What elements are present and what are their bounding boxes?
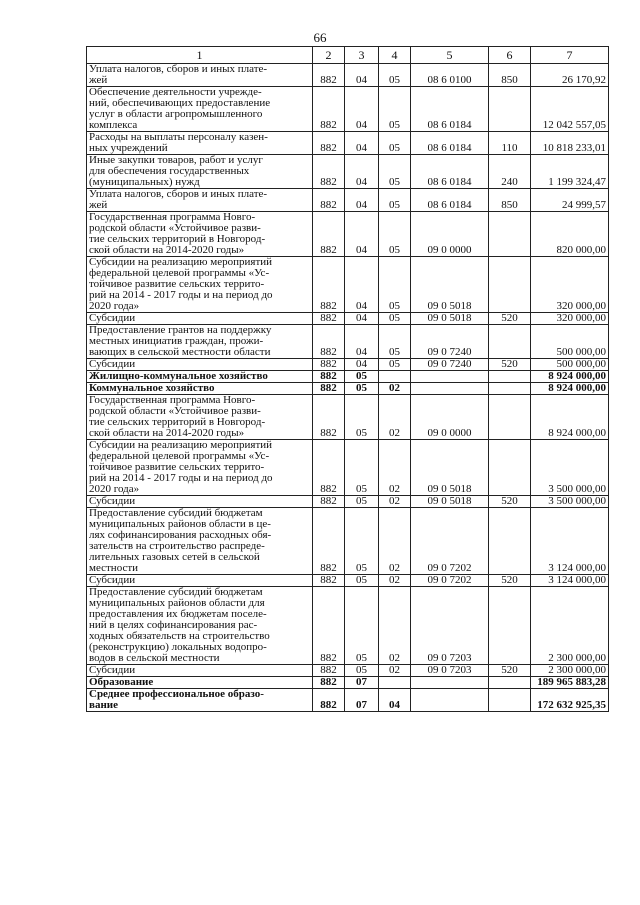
section-code: 04 [345,313,379,325]
amount: 3 500 000,00 [531,440,609,496]
target-article-code: 08 6 0184 [411,189,489,212]
table-row [87,132,609,155]
target-article-code: 09 0 7203 [411,587,489,665]
admin-code: 882 [313,212,345,257]
row-description: Коммунальное хозяйство [87,383,313,395]
subsection-code: 05 [379,313,411,325]
row-description: Субсидии [87,496,313,508]
admin-code: 882 [313,257,345,313]
subsection-code: 05 [379,132,411,155]
admin-code: 882 [313,440,345,496]
subsection-code [379,371,411,383]
expense-type-code [489,440,531,496]
table-row [87,587,609,665]
table-body [87,64,609,712]
admin-code: 882 [313,587,345,665]
amount: 8 924 000,00 [531,371,609,383]
row-description: Субсидии [87,359,313,371]
table-row [87,677,609,689]
amount: 1 199 324,47 [531,155,609,189]
row-description: Субсидии [87,575,313,587]
subsection-code: 04 [379,689,411,712]
section-code: 04 [345,155,379,189]
expense-type-code [489,395,531,440]
section-code: 05 [345,496,379,508]
page-number: 66 [313,30,327,45]
section-code: 05 [345,371,379,383]
table-row [87,508,609,575]
admin-code: 882 [313,189,345,212]
admin-code: 882 [313,87,345,132]
admin-code: 882 [313,665,345,677]
row-description: Субсидии [87,313,313,325]
amount: 172 632 925,35 [531,689,609,712]
admin-code: 882 [313,313,345,325]
subsection-code: 05 [379,325,411,359]
expense-type-code: 850 [489,189,531,212]
table-row [87,575,609,587]
target-article-code: 08 6 0100 [411,64,489,87]
column-header: 5 [411,47,489,64]
admin-code: 882 [313,575,345,587]
row-description: Образование [87,677,313,689]
column-header: 2 [313,47,345,64]
section-code: 04 [345,189,379,212]
admin-code: 882 [313,325,345,359]
subsection-code: 05 [379,64,411,87]
section-code: 05 [345,395,379,440]
section-code: 04 [345,132,379,155]
amount: 500 000,00 [531,325,609,359]
admin-code: 882 [313,371,345,383]
table-row [87,257,609,313]
expense-type-code [489,677,531,689]
row-description: Расходы на выплаты персоналу казен- ных учреждений [87,132,313,155]
expense-type-code [489,371,531,383]
table-row [87,440,609,496]
admin-code: 882 [313,689,345,712]
table-row [87,359,609,371]
column-header: 3 [345,47,379,64]
row-description: Обеспечение деятельности учрежде- ний, обеспечивающих предоставление услуг в области агропромышленного комплекса [87,87,313,132]
section-code: 07 [345,677,379,689]
section-code: 04 [345,212,379,257]
amount: 3 500 000,00 [531,496,609,508]
table-row [87,155,609,189]
table-row [87,496,609,508]
expense-type-code [489,689,531,712]
admin-code: 882 [313,677,345,689]
table-row [87,383,609,395]
target-article-code [411,677,489,689]
subsection-code: 02 [379,395,411,440]
amount: 2 300 000,00 [531,665,609,677]
table-header-row [87,47,609,64]
expense-type-code [489,212,531,257]
subsection-code: 02 [379,383,411,395]
section-code: 05 [345,665,379,677]
column-header: 7 [531,47,609,64]
row-description: Предоставление грантов на поддержку местных инициатив граждан, прожи- вающих в сельской местности области [87,325,313,359]
row-description: Уплата налогов, сборов и иных плате- жей [87,64,313,87]
amount: 500 000,00 [531,359,609,371]
expense-type-code: 850 [489,64,531,87]
expense-type-code: 240 [489,155,531,189]
expense-type-code: 520 [489,313,531,325]
expense-type-code: 520 [489,575,531,587]
target-article-code: 08 6 0184 [411,132,489,155]
subsection-code: 05 [379,212,411,257]
expense-type-code: 520 [489,665,531,677]
target-article-code: 09 0 0000 [411,212,489,257]
subsection-code: 05 [379,155,411,189]
expense-type-code [489,325,531,359]
subsection-code [379,677,411,689]
budget-table [86,46,609,712]
row-description: Государственная программа Новго- родской области «Устойчивое разви- тие сельских территорий в Новгород- ской области на 2014-2020 годы» [87,395,313,440]
table-row [87,395,609,440]
amount: 320 000,00 [531,257,609,313]
row-description: Субсидии на реализацию мероприятий федеральной целевой программы «Ус- тойчивое развитие сельских террито- рий на 2014 - 2017 годы и на период до 2020 года» [87,440,313,496]
section-code: 05 [345,508,379,575]
subsection-code: 02 [379,496,411,508]
target-article-code: 08 6 0184 [411,155,489,189]
subsection-code: 05 [379,257,411,313]
table-row [87,87,609,132]
target-article-code [411,371,489,383]
section-code: 04 [345,359,379,371]
section-code: 05 [345,383,379,395]
row-description: Уплата налогов, сборов и иных плате- жей [87,189,313,212]
admin-code: 882 [313,496,345,508]
expense-type-code [489,87,531,132]
subsection-code: 02 [379,587,411,665]
table-row [87,189,609,212]
target-article-code [411,689,489,712]
target-article-code: 09 0 0000 [411,395,489,440]
expense-type-code: 520 [489,496,531,508]
expense-type-code [489,257,531,313]
amount: 8 924 000,00 [531,383,609,395]
expense-type-code [489,508,531,575]
amount: 24 999,57 [531,189,609,212]
section-code: 05 [345,575,379,587]
table-row [87,371,609,383]
table-row [87,64,609,87]
section-code: 05 [345,587,379,665]
admin-code: 882 [313,155,345,189]
target-article-code: 09 0 7202 [411,508,489,575]
amount: 3 124 000,00 [531,508,609,575]
target-article-code: 09 0 5018 [411,257,489,313]
admin-code: 882 [313,508,345,575]
expense-type-code: 110 [489,132,531,155]
expense-type-code: 520 [489,359,531,371]
admin-code: 882 [313,383,345,395]
column-header: 4 [379,47,411,64]
row-description: Государственная программа Новго- родской области «Устойчивое разви- тие сельских территорий в Новгород- ской области на 2014-2020 годы» [87,212,313,257]
target-article-code: 08 6 0184 [411,87,489,132]
row-description: Предоставление субсидий бюджетам муниципальных районов области в це- лях софинансирования расходных обя- зательств на строительство распреде- лительных газовых сетей в сельской местности [87,508,313,575]
row-description: Среднее профессиональное образо- вание [87,689,313,712]
admin-code: 882 [313,359,345,371]
subsection-code: 05 [379,359,411,371]
target-article-code: 09 0 5018 [411,496,489,508]
table-row [87,212,609,257]
section-code: 04 [345,64,379,87]
table-row [87,325,609,359]
section-code: 05 [345,440,379,496]
table-row [87,689,609,712]
amount: 12 042 557,05 [531,87,609,132]
column-header: 1 [87,47,313,64]
target-article-code [411,383,489,395]
subsection-code: 05 [379,189,411,212]
amount: 8 924 000,00 [531,395,609,440]
admin-code: 882 [313,132,345,155]
amount: 189 965 883,28 [531,677,609,689]
expense-type-code [489,587,531,665]
admin-code: 882 [313,395,345,440]
target-article-code: 09 0 7202 [411,575,489,587]
target-article-code: 09 0 7240 [411,359,489,371]
admin-code: 882 [313,64,345,87]
subsection-code: 02 [379,575,411,587]
target-article-code: 09 0 7240 [411,325,489,359]
subsection-code: 02 [379,665,411,677]
subsection-code: 05 [379,87,411,132]
target-article-code: 09 0 5018 [411,440,489,496]
target-article-code: 09 0 5018 [411,313,489,325]
section-code: 07 [345,689,379,712]
row-description: Субсидии [87,665,313,677]
row-description: Субсидии на реализацию мероприятий федеральной целевой программы «Ус- тойчивое развитие сельских террито- рий на 2014 - 2017 годы и на период до 2020 года» [87,257,313,313]
table-row [87,665,609,677]
row-description: Иные закупки товаров, работ и услуг для обеспечения государственных (муниципальных) нужд [87,155,313,189]
amount: 2 300 000,00 [531,587,609,665]
row-description: Предоставление субсидий бюджетам муниципальных районов области для предоставления их бюджетам поселе- ний в целях софинансирования рас- ходных обязательств на строительство (реконструкцию) локальных водопро- водов в сельской местности [87,587,313,665]
section-code: 04 [345,87,379,132]
amount: 10 818 233,01 [531,132,609,155]
subsection-code: 02 [379,440,411,496]
section-code: 04 [345,325,379,359]
amount: 26 170,92 [531,64,609,87]
amount: 320 000,00 [531,313,609,325]
section-code: 04 [345,257,379,313]
target-article-code: 09 0 7203 [411,665,489,677]
amount: 820 000,00 [531,212,609,257]
amount: 3 124 000,00 [531,575,609,587]
table-row [87,313,609,325]
row-description: Жилищно-коммунальное хозяйство [87,371,313,383]
expense-type-code [489,383,531,395]
column-header: 6 [489,47,531,64]
subsection-code: 02 [379,508,411,575]
